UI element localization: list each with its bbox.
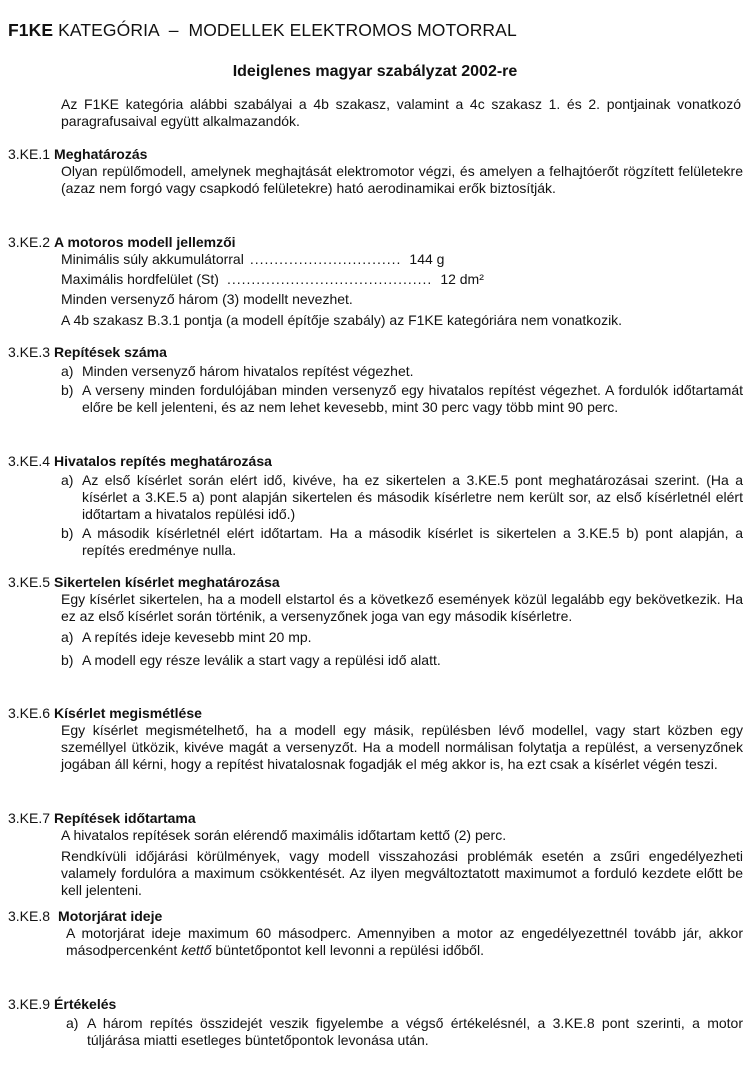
- section-3ke8: [8, 908, 743, 959]
- section-title: Repítések száma: [54, 344, 167, 360]
- section-paragraph: Minden versenyző három (3) modellt nevezhet.: [61, 291, 353, 307]
- section-paragraph: A hivatalos repítések során elérendő maximális időtartam kettő (2) perc.: [61, 827, 507, 843]
- list-text: A verseny minden fordulójában minden versenyző egy hivatalos repítést végezhet. A fordulók időtartamát előre be kell jelenteni, és az nem lehet kevesebb, mint 30 perc vagy több mint 90 perc.: [82, 382, 743, 415]
- section-number: 3.KE.1: [8, 146, 51, 162]
- section-3ke2: [8, 234, 743, 329]
- section-number: 3.KE.8: [8, 908, 51, 924]
- list-item: [61, 363, 743, 380]
- list-marker: b): [61, 382, 74, 398]
- list-marker: a): [66, 1015, 79, 1031]
- list-text: A modell egy része leválik a start vagy a repülési idő alatt.: [82, 652, 441, 668]
- section-3ke6: [8, 705, 743, 773]
- paragraph-text-end: büntetőpontot kell levonni a repülési időből.: [211, 942, 484, 958]
- section-number: 3.KE.2: [8, 234, 51, 250]
- section-3ke9: [8, 996, 743, 1049]
- section-3ke1: [8, 146, 743, 197]
- section-number: 3.KE.3: [8, 344, 51, 360]
- emphasized-word: kettő: [181, 942, 212, 958]
- spec-row-min-weight: [61, 251, 743, 268]
- section-number: 3.KE.9: [8, 996, 51, 1012]
- section-3ke7: [8, 810, 743, 899]
- spec-value: 12 dm²: [440, 271, 484, 287]
- list-marker: b): [61, 525, 74, 541]
- intro-paragraph: Az F1KE kategória alábbi szabályai a 4b szakasz, valamint a 4c szakasz 1. és 2. pontjainak vonatkozó paragrafusaival együtt alkalmazandók.: [61, 96, 741, 129]
- section-paragraph: [66, 925, 743, 959]
- spec-leader-dots: ..........................................: [226, 271, 433, 287]
- section-3ke3: [8, 344, 743, 416]
- list-item: [66, 1015, 743, 1049]
- document-subtitle: Ideiglenes magyar szabályzat 2002-re: [232, 63, 518, 80]
- section-3ke4: [8, 453, 743, 559]
- spec-value: 144 g: [409, 251, 445, 267]
- section-title: Repítések időtartama: [54, 810, 196, 826]
- section-number: 3.KE.5: [8, 574, 51, 590]
- spec-row-max-area: [61, 271, 743, 288]
- list-item: [61, 382, 743, 416]
- list-text: A repítés ideje kevesebb mint 20 mp.: [82, 629, 312, 645]
- section-title: Értékelés: [54, 996, 117, 1012]
- document-header: [8, 20, 517, 41]
- list-marker: a): [61, 472, 74, 488]
- section-paragraph: Olyan repülőmodell, amelynek meghajtását elektromotor végzi, és amelyen a felhajtóerőt rögzített felületekre (azaz nem forgó vagy csapkodó felületekre) ható aerodinamikai erők biztosítják.: [61, 163, 743, 196]
- section-title: Motorjárat ideje: [58, 908, 163, 924]
- section-paragraph: Rendkívüli időjárási körülmények, vagy modell visszahozási problémák esetén a zsűri engedélyezheti valamely fordulóra a maximum csökkentését. Az ilyen megváltoztatott maximumot a forduló kezdete előtt be kell jelenteni.: [61, 848, 743, 898]
- list-text: A második kísérletnél elért időtartam. Ha a második kísérlet is sikertelen a 3.KE.5 b) pont alapján, a repítés eredménye nulla.: [82, 525, 743, 558]
- list-item: [61, 525, 743, 559]
- paragraph-text-start: A motorjárat ideje maximum 60 másodperc. Amennyiben a motor az engedélyezettnél tovább jár, akkor másodpercenként: [66, 925, 743, 958]
- list-text: A három repítés összidejét veszik figyelembe a végső értékelésnél, a 3.KE.8 pont szerinti, a motor túljárása miatti esetleges büntetőpontok levonása után.: [87, 1015, 743, 1048]
- list-text: Az első kísérlet során elért idő, kivéve, ha ez sikertelen a 3.KE.5 pont meghatározásai szerint. (Ha a kísérlet a 3.KE.5 a) pont alapján sikertelen és második kísérletre nem került sor, az első kísérletnél elért időtartam a hivatalos repülési idő.): [82, 472, 743, 522]
- section-title: Sikertelen kísérlet meghatározása: [54, 574, 280, 590]
- spec-label: Maximális hordfelület (St): [61, 271, 219, 287]
- category-title: KATEGÓRIA – MODELLEK ELEKTROMOS MOTORRAL: [58, 20, 517, 40]
- list-item: [61, 652, 743, 669]
- spec-label: Minimális súly akkumulátorral: [61, 251, 244, 267]
- section-title: Meghatározás: [54, 146, 148, 162]
- list-text: Minden versenyző három hivatalos repítést végezhet.: [82, 363, 414, 379]
- section-title: A motoros modell jellemzői: [54, 234, 236, 250]
- section-3ke5: [8, 574, 743, 669]
- list-item: [61, 472, 743, 523]
- section-paragraph: Egy kísérlet sikertelen, ha a modell elstartol és a következő események közül legalább egy bekövetkezik. Ha ez az első kísérlet során történik, a versenyzőnek joga van egy második kísérletre.: [61, 591, 743, 624]
- section-number: 3.KE.7: [8, 810, 51, 826]
- list-marker: a): [61, 629, 74, 645]
- section-number: 3.KE.4: [8, 453, 51, 469]
- list-marker: a): [61, 363, 74, 379]
- list-marker: b): [61, 652, 74, 668]
- section-number: 3.KE.6: [8, 705, 51, 721]
- spec-leader-dots: ...............................: [249, 251, 402, 267]
- category-code: F1KE: [8, 20, 54, 40]
- section-paragraph: Egy kísérlet megismételhető, ha a modell egy másik, repülésben lévő modellel, vagy start közben egy személlyel ütközik, kivéve magát a versenyzőt. Ha a modell normálisan folytatja a repülést, a versenyzőnek jogában áll kérni, hogy a repítést hivatalosnak fogadják el még akkor is, ha ezt csak a kísérlet végén teszi.: [61, 722, 743, 772]
- list-item: [61, 629, 743, 646]
- section-title: Hivatalos repítés meghatározása: [54, 453, 272, 469]
- section-title: Kísérlet megismétlése: [54, 705, 202, 721]
- section-paragraph: A 4b szakasz B.3.1 pontja (a modell építője szabály) az F1KE kategóriára nem vonatkozik.: [61, 312, 623, 328]
